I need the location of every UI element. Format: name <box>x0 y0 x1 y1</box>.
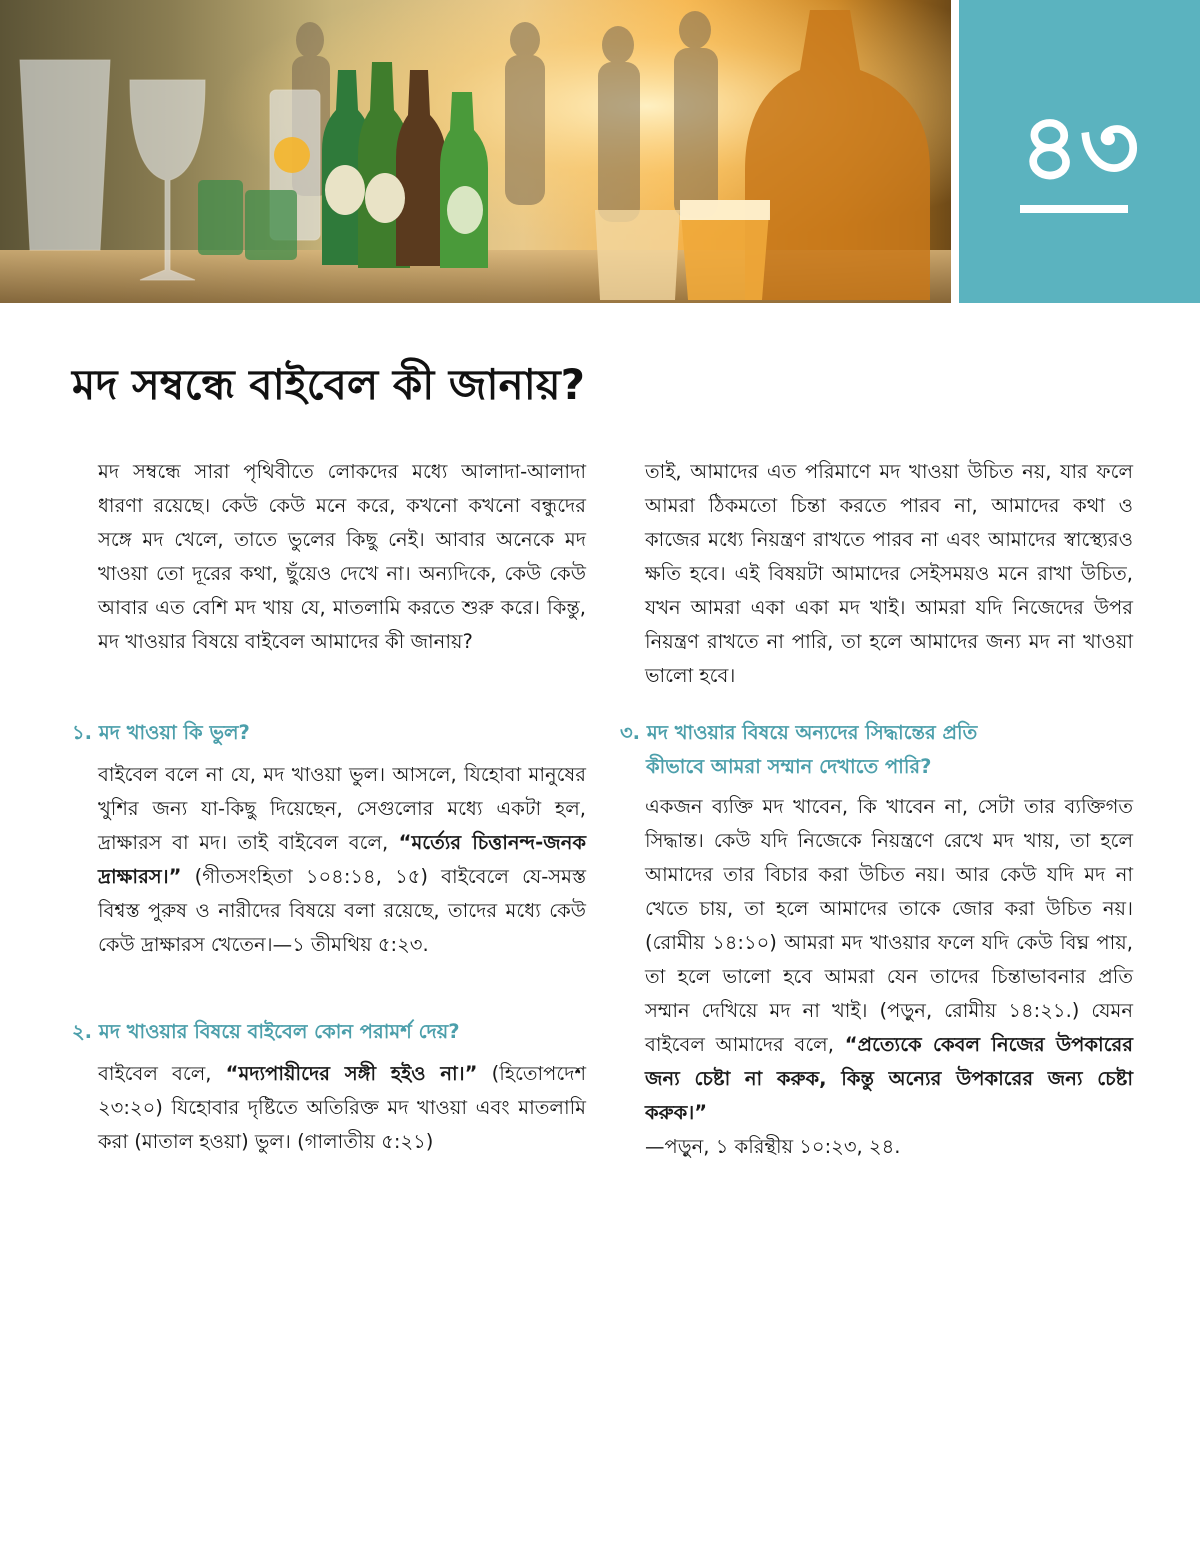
section-2-body-block <box>98 1057 586 1159</box>
section-1-body-block <box>98 758 586 962</box>
section-2-continuation-block <box>645 455 1133 693</box>
intro-paragraph: মদ সম্বন্ধে সারা পৃথিবীতে লোকদের মধ্যে আলাদা-আলাদা ধারণা রয়েছে। কেউ কেউ মনে করে, কখনো কখনো বন্ধুদের সঙ্গে মদ খেলে, তাতে ভুলের কিছু নেই। আবার অনেকে মদ খাওয়া তো দূরের কথা, ছুঁয়েও দেখে না। অন্যদিকে, কেউ কেউ আবার এত বেশি মদ খায় যে, মাতলামি করতে শুরু করে। কিন্তু, মদ খাওয়ার বিষয়ে বাইবেল আমাদের কী জানায়? <box>98 460 586 653</box>
section-3-text-a: একজন ব্যক্তি মদ খাবেন, কি খাবেন না, সেটা তার ব্যক্তিগত সিদ্ধান্ত। কেউ যদি নিজেকে নিয়ন্ত্রণে রেখে মদ খায়, তা হলে আমাদের তার বিচার করা উচিত নয়। আর কেউ যদি মদ না খেতে চায়, তা হলে আমাদের তাকে জোর করা উচিত নয়। (রোমীয় ১৪:১০) আমরা মদ খাওয়ার ফলে যদি কেউ বিঘ্ন পায়, তা হলে ভালো হবে আমরা যেন তাদের চিন্তাভাবনার প্রতি সম্মান দেখিয়ে মদ না খাই। (পড়ুন, রোমীয় ১৪:২১.) যেমন বাইবেল আমাদের বলে, <box>645 795 1133 1056</box>
section-3-quote: “প্রত্যেকে কেবল নিজের উপকারের জন্য চেষ্টা না করুক, কিন্তু অন্যের উপকারের জন্য চেষ্টা করুক।” <box>645 1033 1133 1124</box>
section-3-heading <box>620 716 1140 784</box>
lesson-number-block <box>959 0 1200 303</box>
section-3-body-block <box>645 790 1133 1164</box>
section-1-text-b: (গীতসংহিতা ১০৪:১৪, ১৫) বাইবেলে যে-সমস্ত বিশ্বস্ত পুরুষ ও নারীদের বিষয়ে বলা রয়েছে, তাদের মধ্যে কেউ কেউ দ্রাক্ষারস খেতেন।—১ তীমথিয় ৫:২৩. <box>98 865 586 956</box>
section-2-continuation: তাই, আমাদের এত পরিমাণে মদ খাওয়া উচিত নয়, যার ফলে আমরা ঠিকমতো চিন্তা করতে পারব না, আমাদের কথা ও কাজের মধ্যে নিয়ন্ত্রণ রাখতে পারব না এবং আমাদের স্বাস্থ্যেরও ক্ষতি হবে। এই বিষয়টা আমাদের সেইসময়ও মনে রাখা উচিত, যখন আমরা একা একা মদ খাই। আমরা যদি নিজেদের উপর নিয়ন্ত্রণ রাখতে না পারি, তা হলে আমাদের জন্য মদ না খাওয়া ভালো হবে। <box>645 460 1133 687</box>
party-drinks-illustration <box>0 0 951 303</box>
section-2-quote: “মদ্যপায়ীদের সঙ্গী হইও না।” <box>225 1062 478 1085</box>
section-3-heading-line1: ৩. মদ খাওয়ার বিষয়ে অন্যদের সিদ্ধান্তের প্রতি <box>620 721 978 744</box>
section-3-text-b: —পড়ুন, ১ করিন্থীয় ১০:২৩, ২৪. <box>645 1135 901 1158</box>
section-1-heading-block <box>72 716 572 750</box>
hero-photo <box>0 0 951 303</box>
section-3-heading-line2: কীভাবে আমরা সম্মান দেখাতে পারি? <box>646 755 932 778</box>
section-2-text-b: (হিতোপদেশ ২৩:২০) যিহোবার দৃষ্টিতে অতিরিক্ত মদ খাওয়া এবং মাতলামি করা (মাতাল হওয়া) ভুল। (গালাতীয় ৫:২১) <box>98 1062 586 1153</box>
section-1-heading: ১. মদ খাওয়া কি ভুল? <box>72 721 250 744</box>
section-1-text-a: বাইবেল বলে না যে, মদ খাওয়া ভুল। আসলে, যিহোবা মানুষের খুশির জন্য যা-কিছু দিয়েছেন, সেগুলোর মধ্যে একটা হল, দ্রাক্ষারস বা মদ। তাই বাইবেল বলে, <box>98 763 586 854</box>
section-2-body <box>98 1057 586 1159</box>
section-3-heading-block <box>620 716 1140 784</box>
page-title: মদ সম্বন্ধে বাইবেল কী জানায়? <box>72 360 585 409</box>
section-2-text-a: বাইবেল বলে, <box>98 1062 226 1085</box>
lesson-number: ৪৩ <box>1019 94 1140 201</box>
section-2-heading: ২. মদ খাওয়ার বিষয়ে বাইবেল কোন পরামর্শ দেয়? <box>72 1020 460 1043</box>
section-1-quote: “মর্ত্যের চিত্তানন্দ-জনক দ্রাক্ষারস।” <box>98 831 586 888</box>
section-3-body <box>645 790 1133 1164</box>
intro-paragraph-block <box>98 455 586 659</box>
section-2-heading-block <box>72 1015 592 1049</box>
lesson-number-underline <box>1020 205 1128 213</box>
section-1-body <box>98 758 586 962</box>
